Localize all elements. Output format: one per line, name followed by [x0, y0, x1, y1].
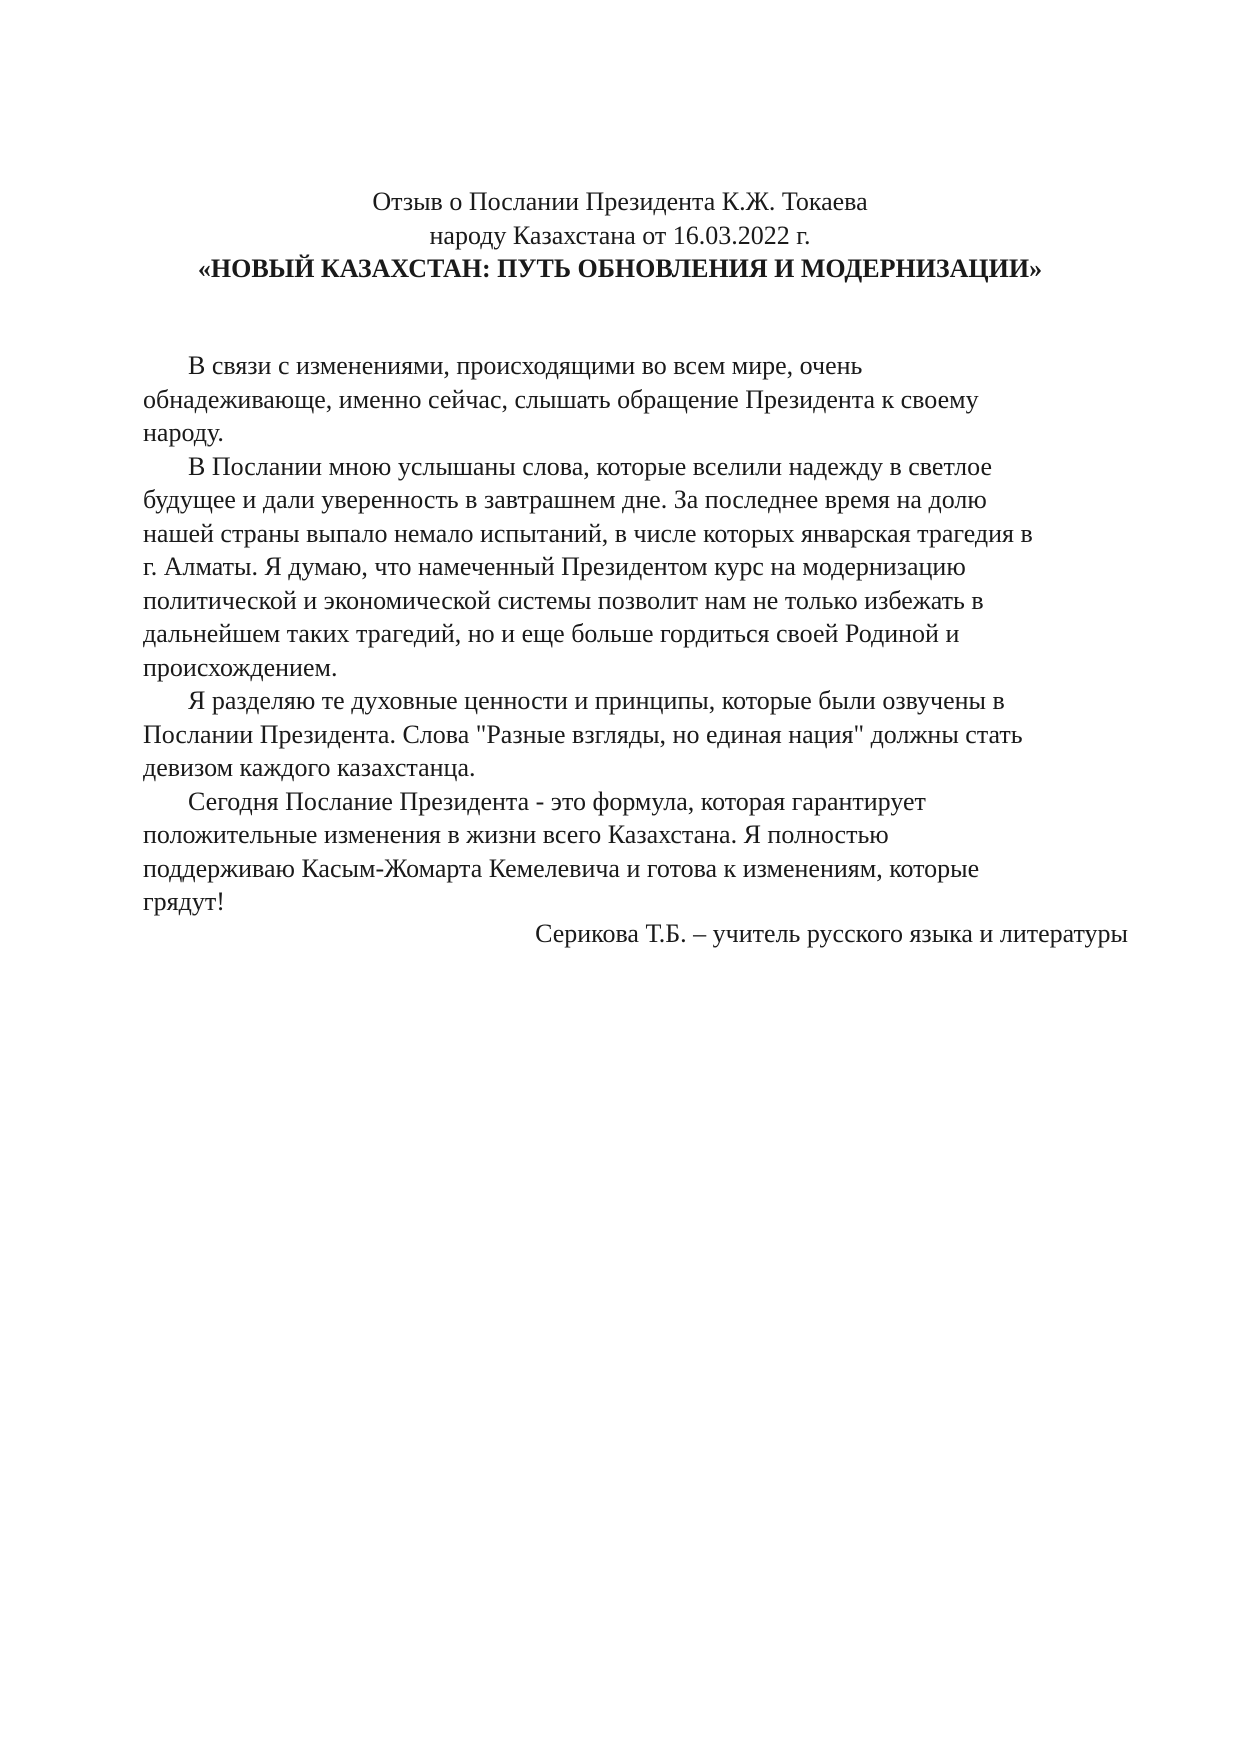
paragraph-line: дальнейшем таких трагедий, но и еще больше гордиться своей Родиной и: [143, 619, 960, 648]
paragraph-line: обнадеживающе, именно сейчас, слышать обращение Президента к своему: [143, 384, 979, 414]
paragraph-3: [143, 684, 1128, 785]
document-header: [0, 185, 1240, 286]
paragraph-1: [143, 349, 1128, 450]
paragraph-line: Послании Президента. Слова "Разные взгляды, но единая нация" должны стать: [143, 719, 1023, 749]
paragraph-line: положительные изменения в жизни всего Казахстана. Я полностью: [143, 820, 889, 849]
author-signature: Серикова Т.Б. – учитель русского языка и литературы: [535, 919, 1128, 948]
paragraph-4: [143, 785, 1128, 919]
paragraph-line: будущее и дали уверенность в завтрашнем дне. За последнее время на долю: [143, 485, 987, 514]
paragraph-line: г. Алматы. Я думаю, что намеченный Президентом курс на модернизацию: [143, 552, 966, 581]
paragraph-line: В связи с изменениями, происходящими во всем мире, очень: [188, 351, 863, 380]
paragraph-line: происхождением.: [143, 652, 338, 682]
paragraph-line: Я разделяю те духовные ценности и принципы, которые были озвучены в: [188, 686, 1005, 715]
paragraph-line: В Послании мною услышаны слова, которые вселили надежду в светлое: [188, 451, 993, 481]
paragraph-line: нашей страны выпало немало испытаний, в числе которых январская трагедия в: [143, 518, 1033, 548]
paragraph-line: Сегодня Послание Президента - это формула, которая гарантирует: [188, 786, 926, 816]
paragraph-2: [143, 450, 1128, 685]
paragraph-line: народу.: [143, 418, 224, 447]
document-title: «НОВЫЙ КАЗАХСТАН: ПУТЬ ОБНОВЛЕНИЯ И МОДЕРНИЗАЦИИ»: [197, 254, 1043, 283]
header-subtitle-line-2: народу Казахстана от 16.03.2022 г.: [429, 220, 811, 250]
paragraph-line: политической и экономической системы позволит нам не только избежать в: [143, 585, 984, 615]
paragraph-line: девизом каждого казахстанца.: [143, 753, 476, 782]
paragraph-line: грядут!: [143, 887, 225, 916]
paragraph-line: поддерживаю Касым-Жомарта Кемелевича и готова к изменениям, которые: [143, 853, 980, 883]
header-subtitle-line-1: Отзыв о Послании Президента К.Ж. Токаева: [372, 187, 868, 216]
document-body: [143, 349, 1128, 919]
